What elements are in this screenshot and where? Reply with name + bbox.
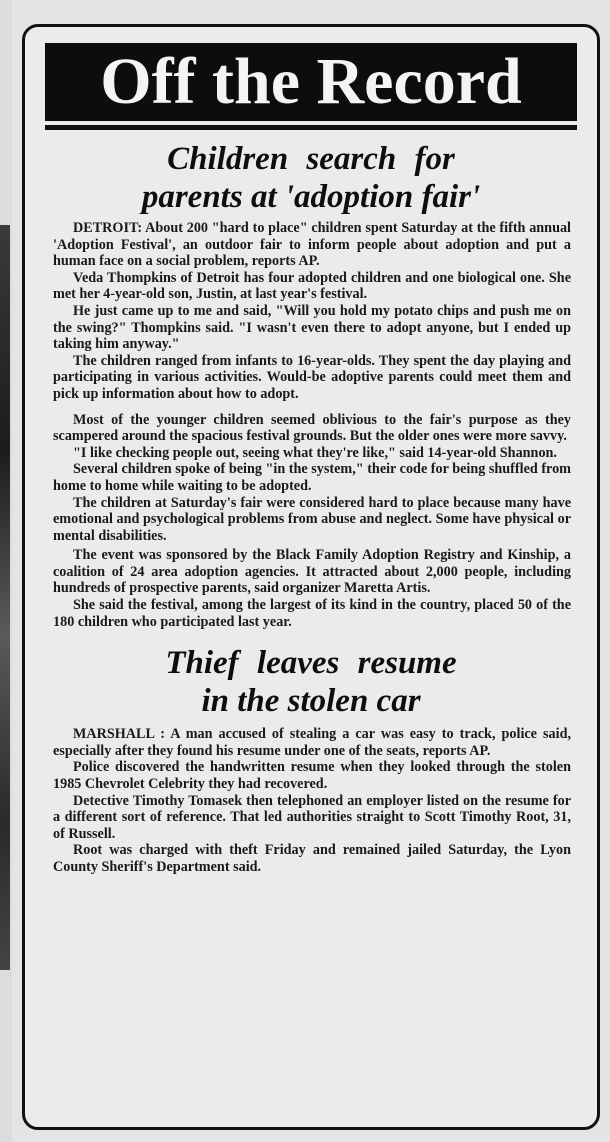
story2-dateline: MARSHALL :: [73, 726, 165, 743]
newspaper-column: [22, 24, 600, 1130]
story1-body: [53, 220, 571, 630]
section-title: Off the Record: [100, 45, 522, 118]
story1-paragraph: "I like checking people out, seeing what they're like," said 14-year-old Shannon.: [73, 444, 557, 461]
story1-paragraph: The event was sponsored by the Black Family Adoption Registry and Kinship, a coalition of 24 area adoption agencies. It attracted about 2,000 people, including hundreds of prospective parents, said organizer Maretta Artis.: [53, 547, 571, 597]
story2-headline-line1: Thief leaves resume: [165, 645, 457, 682]
story2-paragraph: Root was charged with theft Friday and remained jailed Saturday, the Lyon County Sheriff's Department said.: [53, 842, 571, 875]
story2-paragraph: Police discovered the handwritten resume when they looked through the stolen 1985 Chevrolet Celebrity they had recovered.: [53, 759, 571, 793]
story2-body: [53, 726, 571, 875]
story2-headline: [25, 630, 597, 720]
story1-paragraph: DETROIT: About 200 "hard to place" children spent Saturday at the fifth annual 'Adoption Festival', an outdoor fair to inform people about adoption and put a human face on a social problem, reports AP.: [53, 220, 572, 270]
story1-paragraph: Several children spoke of being "in the system," their code for being shuffled from home to home while waiting to be adopted.: [53, 461, 571, 494]
story1-paragraph: She said the festival, among the largest of its kind in the country, placed 50 of the 180 children who participated last year.: [53, 597, 571, 630]
story1-dateline: DETROIT:: [73, 220, 143, 236]
story1-paragraph: The children ranged from infants to 16-year-olds. They spent the day playing and participating in various activities. Would-be adoptive parents could meet them and pick up information about how to adopt.: [53, 352, 571, 402]
story1-headline: [25, 130, 597, 216]
story2-headline-line2: in the stolen car: [201, 683, 421, 720]
story1-paragraph: He just came up to me and said, "Will you hold my potato chips and push me on the swing?" Thompkins said. "I wasn't even there to adopt anyone, but I ended up taking him anyway.": [53, 302, 571, 353]
story1-paragraph: The children at Saturday's fair were considered hard to place because many have emotional and psychological problems from abuse and neglect. Some have physical or mental disabilities.: [53, 494, 571, 544]
story1-paragraph: Veda Thompkins of Detroit has four adopted children and one biological one. She met her 4-year-old son, Justin, at last year's festival.: [53, 269, 571, 303]
section-banner: [45, 43, 577, 121]
story1-headline-line2: parents at 'adoption fair': [141, 179, 481, 215]
story2-paragraph: Detective Timothy Tomasek then telephoned an employer listed on the resume for a different sort of reference. That led authorities straight to Scott Timothy Root, 31, of Russell.: [53, 792, 571, 842]
paragraph-gap: [53, 403, 571, 412]
story2-paragraph: MARSHALL : A man accused of stealing a car was easy to track, police said, especially after they found his resume under one of the seats, reports AP.: [53, 726, 572, 759]
story1-headline-line1: Children search for: [167, 141, 455, 177]
adjacent-photo-edge: [0, 225, 10, 970]
story1-paragraph: Most of the younger children seemed oblivious to the fair's purpose as they scampered around the spacious festival grounds. But the older ones were more savvy.: [53, 411, 571, 445]
